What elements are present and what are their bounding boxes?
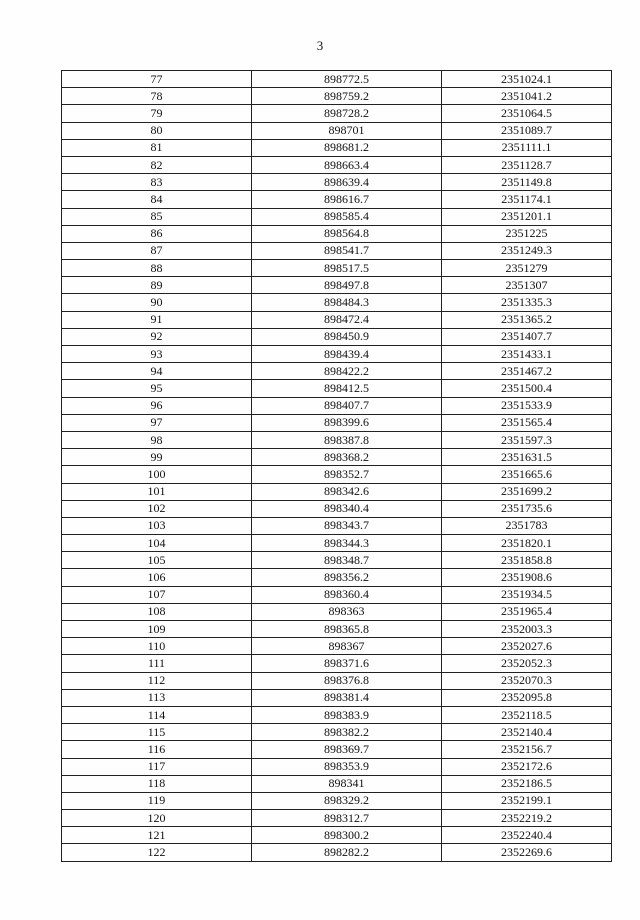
x-coordinate-cell: 898728.2 [252, 105, 442, 122]
table-row [62, 346, 612, 363]
x-coordinate-cell: 898363 [252, 603, 442, 620]
table-row [62, 294, 612, 311]
table-row [62, 672, 612, 689]
x-coordinate-cell: 898497.8 [252, 277, 442, 294]
table-row [62, 71, 612, 88]
x-coordinate-cell: 898701 [252, 122, 442, 139]
table-row [62, 655, 612, 672]
y-coordinate-cell: 2351225 [442, 225, 612, 242]
y-coordinate-cell: 2351041.2 [442, 88, 612, 105]
point-number-cell: 115 [62, 724, 252, 741]
x-coordinate-cell: 898450.9 [252, 328, 442, 345]
point-number-cell: 78 [62, 88, 252, 105]
x-coordinate-cell: 898352.7 [252, 466, 442, 483]
table-row [62, 277, 612, 294]
y-coordinate-cell: 2352118.5 [442, 706, 612, 723]
y-coordinate-cell: 2351467.2 [442, 363, 612, 380]
point-number-cell: 110 [62, 638, 252, 655]
table-row [62, 328, 612, 345]
table-row [62, 569, 612, 586]
point-number-cell: 85 [62, 208, 252, 225]
point-number-cell: 92 [62, 328, 252, 345]
table-row [62, 122, 612, 139]
x-coordinate-cell: 898472.4 [252, 311, 442, 328]
table-row [62, 741, 612, 758]
table-row [62, 827, 612, 844]
coordinates-table [61, 70, 612, 862]
y-coordinate-cell: 2351965.4 [442, 603, 612, 620]
y-coordinate-cell: 2351365.2 [442, 311, 612, 328]
y-coordinate-cell: 2352172.6 [442, 758, 612, 775]
point-number-cell: 119 [62, 792, 252, 809]
table-row [62, 466, 612, 483]
point-number-cell: 112 [62, 672, 252, 689]
x-coordinate-cell: 898412.5 [252, 380, 442, 397]
point-number-cell: 118 [62, 775, 252, 792]
y-coordinate-cell: 2351111.1 [442, 139, 612, 156]
point-number-cell: 109 [62, 621, 252, 638]
x-coordinate-cell: 898368.2 [252, 449, 442, 466]
x-coordinate-cell: 898585.4 [252, 208, 442, 225]
x-coordinate-cell: 898329.2 [252, 792, 442, 809]
x-coordinate-cell: 898344.3 [252, 535, 442, 552]
x-coordinate-cell: 898484.3 [252, 294, 442, 311]
x-coordinate-cell: 898517.5 [252, 260, 442, 277]
x-coordinate-cell: 898282.2 [252, 844, 442, 861]
y-coordinate-cell: 2351279 [442, 260, 612, 277]
table-row [62, 638, 612, 655]
x-coordinate-cell: 898360.4 [252, 586, 442, 603]
x-coordinate-cell: 898341 [252, 775, 442, 792]
y-coordinate-cell: 2352140.4 [442, 724, 612, 741]
x-coordinate-cell: 898353.9 [252, 758, 442, 775]
point-number-cell: 101 [62, 483, 252, 500]
y-coordinate-cell: 2351174.1 [442, 191, 612, 208]
y-coordinate-cell: 2351783 [442, 517, 612, 534]
point-number-cell: 100 [62, 466, 252, 483]
y-coordinate-cell: 2351934.5 [442, 586, 612, 603]
x-coordinate-cell: 898340.4 [252, 500, 442, 517]
table-row [62, 105, 612, 122]
point-number-cell: 108 [62, 603, 252, 620]
point-number-cell: 79 [62, 105, 252, 122]
x-coordinate-cell: 898348.7 [252, 552, 442, 569]
y-coordinate-cell: 2351565.4 [442, 414, 612, 431]
y-coordinate-cell: 2352156.7 [442, 741, 612, 758]
point-number-cell: 99 [62, 449, 252, 466]
point-number-cell: 81 [62, 139, 252, 156]
x-coordinate-cell: 898369.7 [252, 741, 442, 758]
table-row [62, 363, 612, 380]
y-coordinate-cell: 2352199.1 [442, 792, 612, 809]
point-number-cell: 113 [62, 689, 252, 706]
point-number-cell: 95 [62, 380, 252, 397]
x-coordinate-cell: 898383.9 [252, 706, 442, 723]
y-coordinate-cell: 2351433.1 [442, 346, 612, 363]
coordinates-table-body [62, 71, 612, 862]
point-number-cell: 91 [62, 311, 252, 328]
point-number-cell: 89 [62, 277, 252, 294]
table-row [62, 311, 612, 328]
point-number-cell: 94 [62, 363, 252, 380]
x-coordinate-cell: 898541.7 [252, 242, 442, 259]
table-row [62, 191, 612, 208]
table-row [62, 758, 612, 775]
y-coordinate-cell: 2351307 [442, 277, 612, 294]
point-number-cell: 105 [62, 552, 252, 569]
table-row [62, 380, 612, 397]
table-row [62, 431, 612, 448]
x-coordinate-cell: 898365.8 [252, 621, 442, 638]
x-coordinate-cell: 898616.7 [252, 191, 442, 208]
x-coordinate-cell: 898371.6 [252, 655, 442, 672]
x-coordinate-cell: 898367 [252, 638, 442, 655]
table-row [62, 844, 612, 861]
y-coordinate-cell: 2352219.2 [442, 810, 612, 827]
y-coordinate-cell: 2351201.1 [442, 208, 612, 225]
point-number-cell: 122 [62, 844, 252, 861]
table-row [62, 535, 612, 552]
point-number-cell: 107 [62, 586, 252, 603]
point-number-cell: 98 [62, 431, 252, 448]
x-coordinate-cell: 898382.2 [252, 724, 442, 741]
point-number-cell: 102 [62, 500, 252, 517]
x-coordinate-cell: 898407.7 [252, 397, 442, 414]
y-coordinate-cell: 2351500.4 [442, 380, 612, 397]
y-coordinate-cell: 2352052.3 [442, 655, 612, 672]
y-coordinate-cell: 2351699.2 [442, 483, 612, 500]
table-row [62, 260, 612, 277]
y-coordinate-cell: 2351024.1 [442, 71, 612, 88]
point-number-cell: 84 [62, 191, 252, 208]
point-number-cell: 96 [62, 397, 252, 414]
table-row [62, 586, 612, 603]
point-number-cell: 103 [62, 517, 252, 534]
table-row [62, 810, 612, 827]
table-row [62, 208, 612, 225]
y-coordinate-cell: 2351820.1 [442, 535, 612, 552]
table-row [62, 397, 612, 414]
y-coordinate-cell: 2351735.6 [442, 500, 612, 517]
point-number-cell: 93 [62, 346, 252, 363]
y-coordinate-cell: 2351089.7 [442, 122, 612, 139]
y-coordinate-cell: 2351597.3 [442, 431, 612, 448]
point-number-cell: 86 [62, 225, 252, 242]
table-row [62, 706, 612, 723]
table-row [62, 603, 612, 620]
point-number-cell: 80 [62, 122, 252, 139]
table-row [62, 483, 612, 500]
y-coordinate-cell: 2351407.7 [442, 328, 612, 345]
x-coordinate-cell: 898639.4 [252, 174, 442, 191]
table-row [62, 517, 612, 534]
y-coordinate-cell: 2351249.3 [442, 242, 612, 259]
y-coordinate-cell: 2351908.6 [442, 569, 612, 586]
table-row [62, 621, 612, 638]
table-row [62, 449, 612, 466]
table-row [62, 88, 612, 105]
table-row [62, 225, 612, 242]
x-coordinate-cell: 898356.2 [252, 569, 442, 586]
point-number-cell: 82 [62, 156, 252, 173]
y-coordinate-cell: 2351064.5 [442, 105, 612, 122]
point-number-cell: 117 [62, 758, 252, 775]
x-coordinate-cell: 898342.6 [252, 483, 442, 500]
point-number-cell: 88 [62, 260, 252, 277]
table-row [62, 156, 612, 173]
y-coordinate-cell: 2351335.3 [442, 294, 612, 311]
y-coordinate-cell: 2352070.3 [442, 672, 612, 689]
point-number-cell: 111 [62, 655, 252, 672]
table-row [62, 242, 612, 259]
table-row [62, 689, 612, 706]
table-row [62, 552, 612, 569]
x-coordinate-cell: 898422.2 [252, 363, 442, 380]
y-coordinate-cell: 2351631.5 [442, 449, 612, 466]
x-coordinate-cell: 898564.8 [252, 225, 442, 242]
table-row [62, 414, 612, 431]
point-number-cell: 106 [62, 569, 252, 586]
y-coordinate-cell: 2351533.9 [442, 397, 612, 414]
x-coordinate-cell: 898343.7 [252, 517, 442, 534]
y-coordinate-cell: 2352269.6 [442, 844, 612, 861]
x-coordinate-cell: 898772.5 [252, 71, 442, 88]
x-coordinate-cell: 898312.7 [252, 810, 442, 827]
x-coordinate-cell: 898399.6 [252, 414, 442, 431]
table-row [62, 500, 612, 517]
x-coordinate-cell: 898663.4 [252, 156, 442, 173]
y-coordinate-cell: 2352027.6 [442, 638, 612, 655]
point-number-cell: 104 [62, 535, 252, 552]
x-coordinate-cell: 898681.2 [252, 139, 442, 156]
y-coordinate-cell: 2352003.3 [442, 621, 612, 638]
point-number-cell: 97 [62, 414, 252, 431]
table-row [62, 792, 612, 809]
x-coordinate-cell: 898381.4 [252, 689, 442, 706]
table-row [62, 139, 612, 156]
y-coordinate-cell: 2351149.8 [442, 174, 612, 191]
point-number-cell: 114 [62, 706, 252, 723]
y-coordinate-cell: 2351858.8 [442, 552, 612, 569]
table-row [62, 174, 612, 191]
y-coordinate-cell: 2352095.8 [442, 689, 612, 706]
x-coordinate-cell: 898439.4 [252, 346, 442, 363]
table-row [62, 724, 612, 741]
point-number-cell: 90 [62, 294, 252, 311]
page-number: 3 [316, 38, 324, 53]
point-number-cell: 87 [62, 242, 252, 259]
y-coordinate-cell: 2352240.4 [442, 827, 612, 844]
point-number-cell: 77 [62, 71, 252, 88]
y-coordinate-cell: 2351128.7 [442, 156, 612, 173]
point-number-cell: 116 [62, 741, 252, 758]
x-coordinate-cell: 898387.8 [252, 431, 442, 448]
x-coordinate-cell: 898759.2 [252, 88, 442, 105]
point-number-cell: 120 [62, 810, 252, 827]
point-number-cell: 121 [62, 827, 252, 844]
x-coordinate-cell: 898376.8 [252, 672, 442, 689]
point-number-cell: 83 [62, 174, 252, 191]
y-coordinate-cell: 2352186.5 [442, 775, 612, 792]
x-coordinate-cell: 898300.2 [252, 827, 442, 844]
y-coordinate-cell: 2351665.6 [442, 466, 612, 483]
table-row [62, 775, 612, 792]
